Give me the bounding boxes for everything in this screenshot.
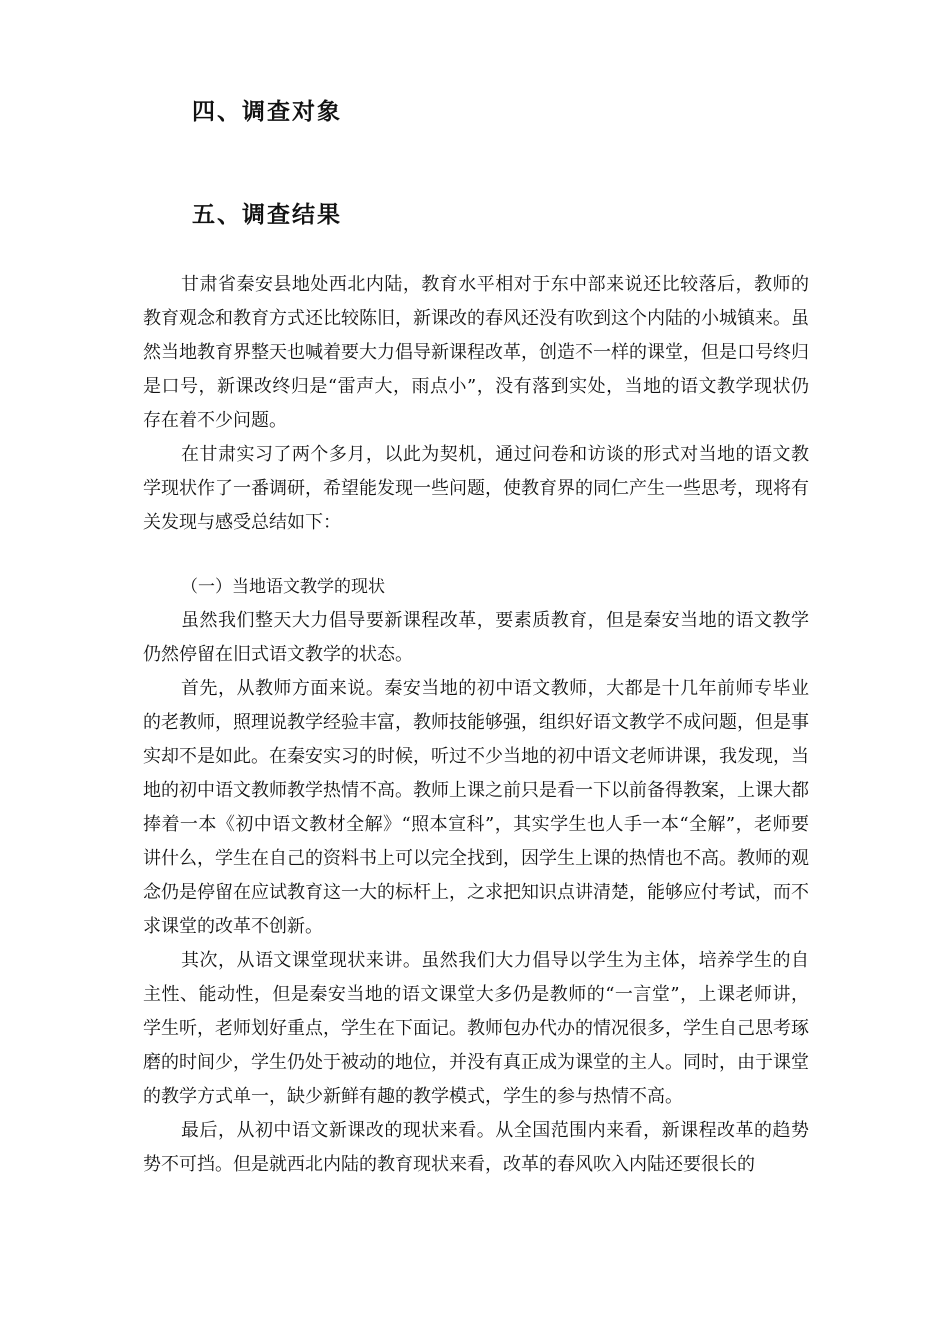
section-heading-survey-subjects: 四、调查对象 <box>192 99 342 125</box>
subsection-paragraph-4: 最后，从初中语文新课改的现状来看。从全国范围内来看，新课程改革的趋势势不可挡。但是就西北内陆的教育现状来看，改革的春风吹入内陆还要很长的 <box>143 1120 809 1175</box>
section-heading-survey-results: 五、调查结果 <box>192 202 342 228</box>
intro-paragraph-1: 甘肃省秦安县地处西北内陆，教育水平相对于东中部来说还比较落后，教师的教育观念和教育方式还比较陈旧，新课改的春风还没有吹到这个内陆的小城镇来。虽然当地教育界整天也喊着要大力倡导新课程改革，创造不一样的课堂，但是口号终归是口号，新课改终归是“雷声大，雨点小”，没有落到实处，当地的语文教学现状仍存在着不少问题。 <box>143 274 809 431</box>
subsection-heading-current-status: （一）当地语文教学的现状 <box>181 577 385 597</box>
intro-paragraph-2: 在甘肃实习了两个多月，以此为契机，通过问卷和访谈的形式对当地的语文教学现状作了一番调研，希望能发现一些问题，使教育界的同仁产生一些思考，现将有关发现与感受总结如下： <box>143 444 809 533</box>
subsection-paragraph-2: 首先，从教师方面来说。秦安当地的初中语文教师，大都是十几年前师专毕业的老教师，照理说教学经验丰富，教师技能够强，组织好语文教学不成问题，但是事实却不是如此。在秦安实习的时候，听过不少当地的初中语文老师讲课，我发现，当地的初中语文教师教学热情不高。教师上课之前只是看一下以前备得教案，上课大都捧着一本《初中语文教材全解》“照本宣科”，其实学生也人手一本“全解”，老师要讲什么，学生在自己的资料书上可以完全找到，因学生上课的热情也不高。教师的观念仍是停留在应试教育这一大的标杆上，之求把知识点讲清楚，能够应付考试，而不求课堂的改革不创新。 <box>143 678 809 937</box>
subsection-paragraph-3: 其次，从语文课堂现状来讲。虽然我们大力倡导以学生为主体，培养学生的自主性、能动性，但是秦安当地的语文课堂大多仍是教师的“一言堂”，上课老师讲，学生听，老师划好重点，学生在下面记。教师包办代办的情况很多，学生自己思考琢磨的时间少，学生仍处于被动的地位，并没有真正成为课堂的主人。同时，由于课堂的教学方式单一，缺少新鲜有趣的教学模式，学生的参与热情不高。 <box>143 950 809 1107</box>
subsection-text-block <box>143 570 809 1182</box>
intro-text-block <box>143 268 809 540</box>
subsection-paragraph-1: 虽然我们整天大力倡导要新课程改革，要素质教育，但是秦安当地的语文教学仍然停留在旧式语文教学的状态。 <box>143 610 809 665</box>
